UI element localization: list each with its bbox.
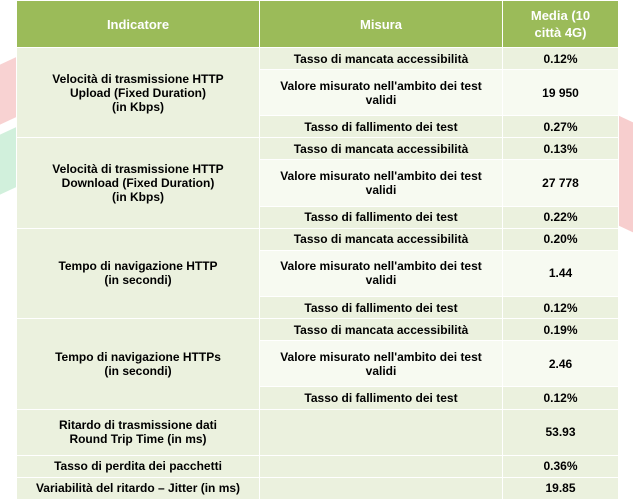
empty-cell <box>260 477 503 499</box>
valore-cell: 2.46 <box>503 341 619 387</box>
valore-cell: 0.12% <box>503 297 619 319</box>
valore-cell: 0.12% <box>503 387 619 409</box>
valore-cell: 0.36% <box>503 455 619 477</box>
indicatore-rtt: Ritardo di trasmissione dati Round Trip Time (in ms) <box>17 409 260 455</box>
valore-cell: 0.27% <box>503 116 619 138</box>
valore-cell: 27 778 <box>503 160 619 206</box>
indicatore-download: Velocità di trasmissione HTTP Download (Fixed Duration) (in Kbps) <box>17 138 260 228</box>
indicatore-tempo-http: Tempo di navigazione HTTP (in secondi) <box>17 228 260 318</box>
misura-cell: Valore misurato nell'ambito dei test validi <box>260 341 503 387</box>
valore-cell: 0.13% <box>503 138 619 160</box>
misura-cell: Tasso di mancata accessibilità <box>260 138 503 160</box>
misura-cell: Tasso di mancata accessibilità <box>260 319 503 341</box>
indicatore-upload: Velocità di trasmissione HTTP Upload (Fixed Duration) (in Kbps) <box>17 48 260 138</box>
valore-cell: 0.22% <box>503 206 619 228</box>
header-media: Media (10 città 4G) <box>503 1 619 48</box>
indicatore-packet-loss: Tasso di perdita dei pacchetti <box>17 455 260 477</box>
header-indicatore: Indicatore <box>17 1 260 48</box>
header-row <box>17 1 619 48</box>
table-row <box>17 228 619 250</box>
misura-cell: Tasso di mancata accessibilità <box>260 48 503 70</box>
misura-cell: Tasso di fallimento dei test <box>260 387 503 409</box>
header-misura: Misura <box>260 1 503 48</box>
table-row <box>17 455 619 477</box>
valore-cell: 0.12% <box>503 48 619 70</box>
table-row <box>17 48 619 70</box>
misura-cell: Tasso di fallimento dei test <box>260 206 503 228</box>
misura-cell: Tasso di fallimento dei test <box>260 297 503 319</box>
valore-cell: 0.20% <box>503 228 619 250</box>
table-row <box>17 477 619 499</box>
valore-cell: 53.93 <box>503 409 619 455</box>
valore-cell: 19 950 <box>503 70 619 116</box>
table-row <box>17 319 619 341</box>
indicators-table <box>16 0 619 500</box>
empty-cell <box>260 409 503 455</box>
misura-cell: Tasso di mancata accessibilità <box>260 228 503 250</box>
misura-cell: Tasso di fallimento dei test <box>260 116 503 138</box>
indicatore-jitter: Variabilità del ritardo – Jitter (in ms) <box>17 477 260 499</box>
table-row <box>17 138 619 160</box>
misura-cell: Valore misurato nell'ambito dei test validi <box>260 70 503 116</box>
valore-cell: 1.44 <box>503 250 619 296</box>
empty-cell <box>260 455 503 477</box>
valore-cell: 19.85 <box>503 477 619 499</box>
indicatore-tempo-https: Tempo di navigazione HTTPs (in secondi) <box>17 319 260 409</box>
misura-cell: Valore misurato nell'ambito dei test validi <box>260 160 503 206</box>
valore-cell: 0.19% <box>503 319 619 341</box>
misura-cell: Valore misurato nell'ambito dei test validi <box>260 250 503 296</box>
table-row <box>17 409 619 455</box>
